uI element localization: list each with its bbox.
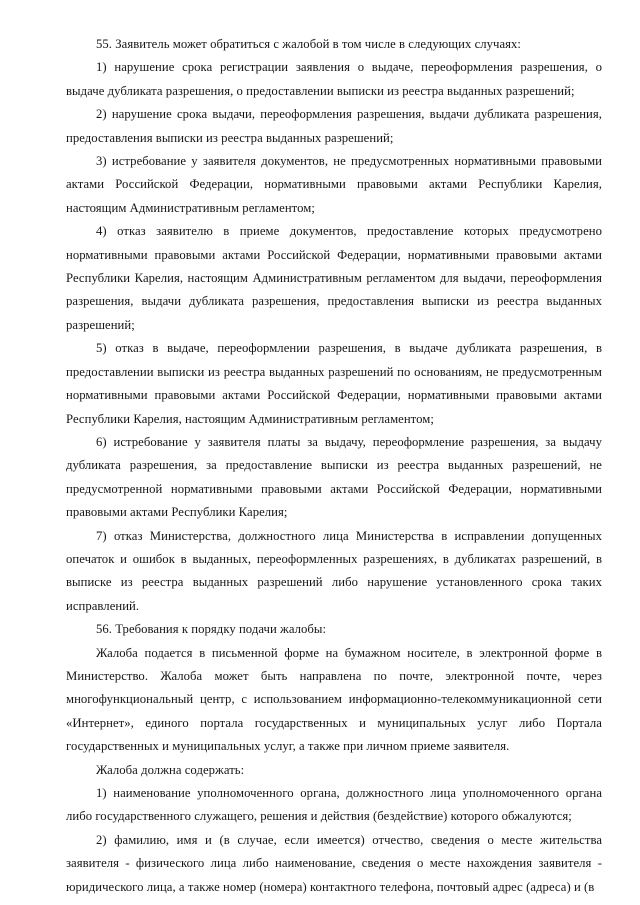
paragraph-item-1: 1) нарушение срока регистрации заявления о выдаче, переоформления разрешения, о выдаче дубликата разрешения, о предоставлении выписки из реестра выданных разрешений; <box>66 60 602 98</box>
paragraph-item-5: 5) отказ в выдаче, переоформлении разрешения, в выдаче дубликата разрешения, в предоставлении выписки из реестра выданных разрешений по основаниям, не предусмотренным нормативными правовыми актами Российской Федерации, нормативными правовыми актами Республики Карелия, настоящим Административным регламентом; <box>66 341 602 426</box>
paragraph-complaint-contents: Жалоба должна содержать: <box>96 762 245 777</box>
paragraph-item-2: 2) нарушение срока выдачи, переоформления разрешения, выдачи дубликата разрешения, предоставления выписки из реестра выданных разрешений; <box>66 107 602 145</box>
paragraph-contents-item-2: 2) фамилию, имя и (в случае, если имеется) отчество, сведения о месте жительства заявителя - физического лица либо наименование, сведения о месте нахождения заявителя - юридического лица, а также номер (номера) контактного телефона, почтовый адрес (адреса) и (в <box>66 832 602 894</box>
paragraph-56-heading: 56. Требования к порядку подачи жалобы: <box>96 622 327 637</box>
paragraph-item-3: 3) истребование у заявителя документов, не предусмотренных нормативными правовыми актами Российской Федерации, нормативными правовыми актами Республики Карелия, настоящим Административным регламентом; <box>66 154 602 215</box>
paragraph-55-heading: 55. Заявитель может обратиться с жалобой в том числе в следующих случаях: <box>96 37 521 51</box>
paragraph-item-4: 4) отказ заявителю в приеме документов, предоставление которых предусмотрено нормативными правовыми актами Российской Федерации, нормативными правовыми актами Республики Карелия, настоящим Административным регламентом для выдачи, переоформления разрешения, выдачи дубликата разрешения, предоставления выписки из реестра выданных разрешений; <box>66 224 602 332</box>
paragraph-item-6: 6) истребование у заявителя платы за выдачу, переоформление разрешения, за выдачу дубликата разрешения, за предоставление выписки из реестра выданных разрешений, не предусмотренной нормативными правовыми актами Российской Федерации, нормативными правовыми актами Республики Карелия; <box>66 434 602 520</box>
paragraph-submission-form: Жалоба подается в письменной форме на бумажном носителе, в электронной форме в Министерство. Жалоба может быть направлена по почте, электронной почте, через многофункциональный центр, с использованием информационно-телекоммуникационной сети «Интернет», единого портала государственных и муниципальных услуг либо Портала государственных и муниципальных услуг, а также при личном приеме заявителя. <box>66 645 602 754</box>
paragraph-contents-item-1: 1) наименование уполномоченного органа, должностного лица уполномоченного органа либо государственного служащего, решения и действия (бездействие) которого обжалуются; <box>66 786 602 824</box>
paragraph-item-7: 7) отказ Министерства, должностного лица Министерства в исправлении допущенных опечаток и ошибок в выданных, переоформленных разрешениях, в дубликатах разрешений, в выписке из реестра выданных разрешений либо нарушение установленного срока таких исправлений. <box>66 528 602 613</box>
